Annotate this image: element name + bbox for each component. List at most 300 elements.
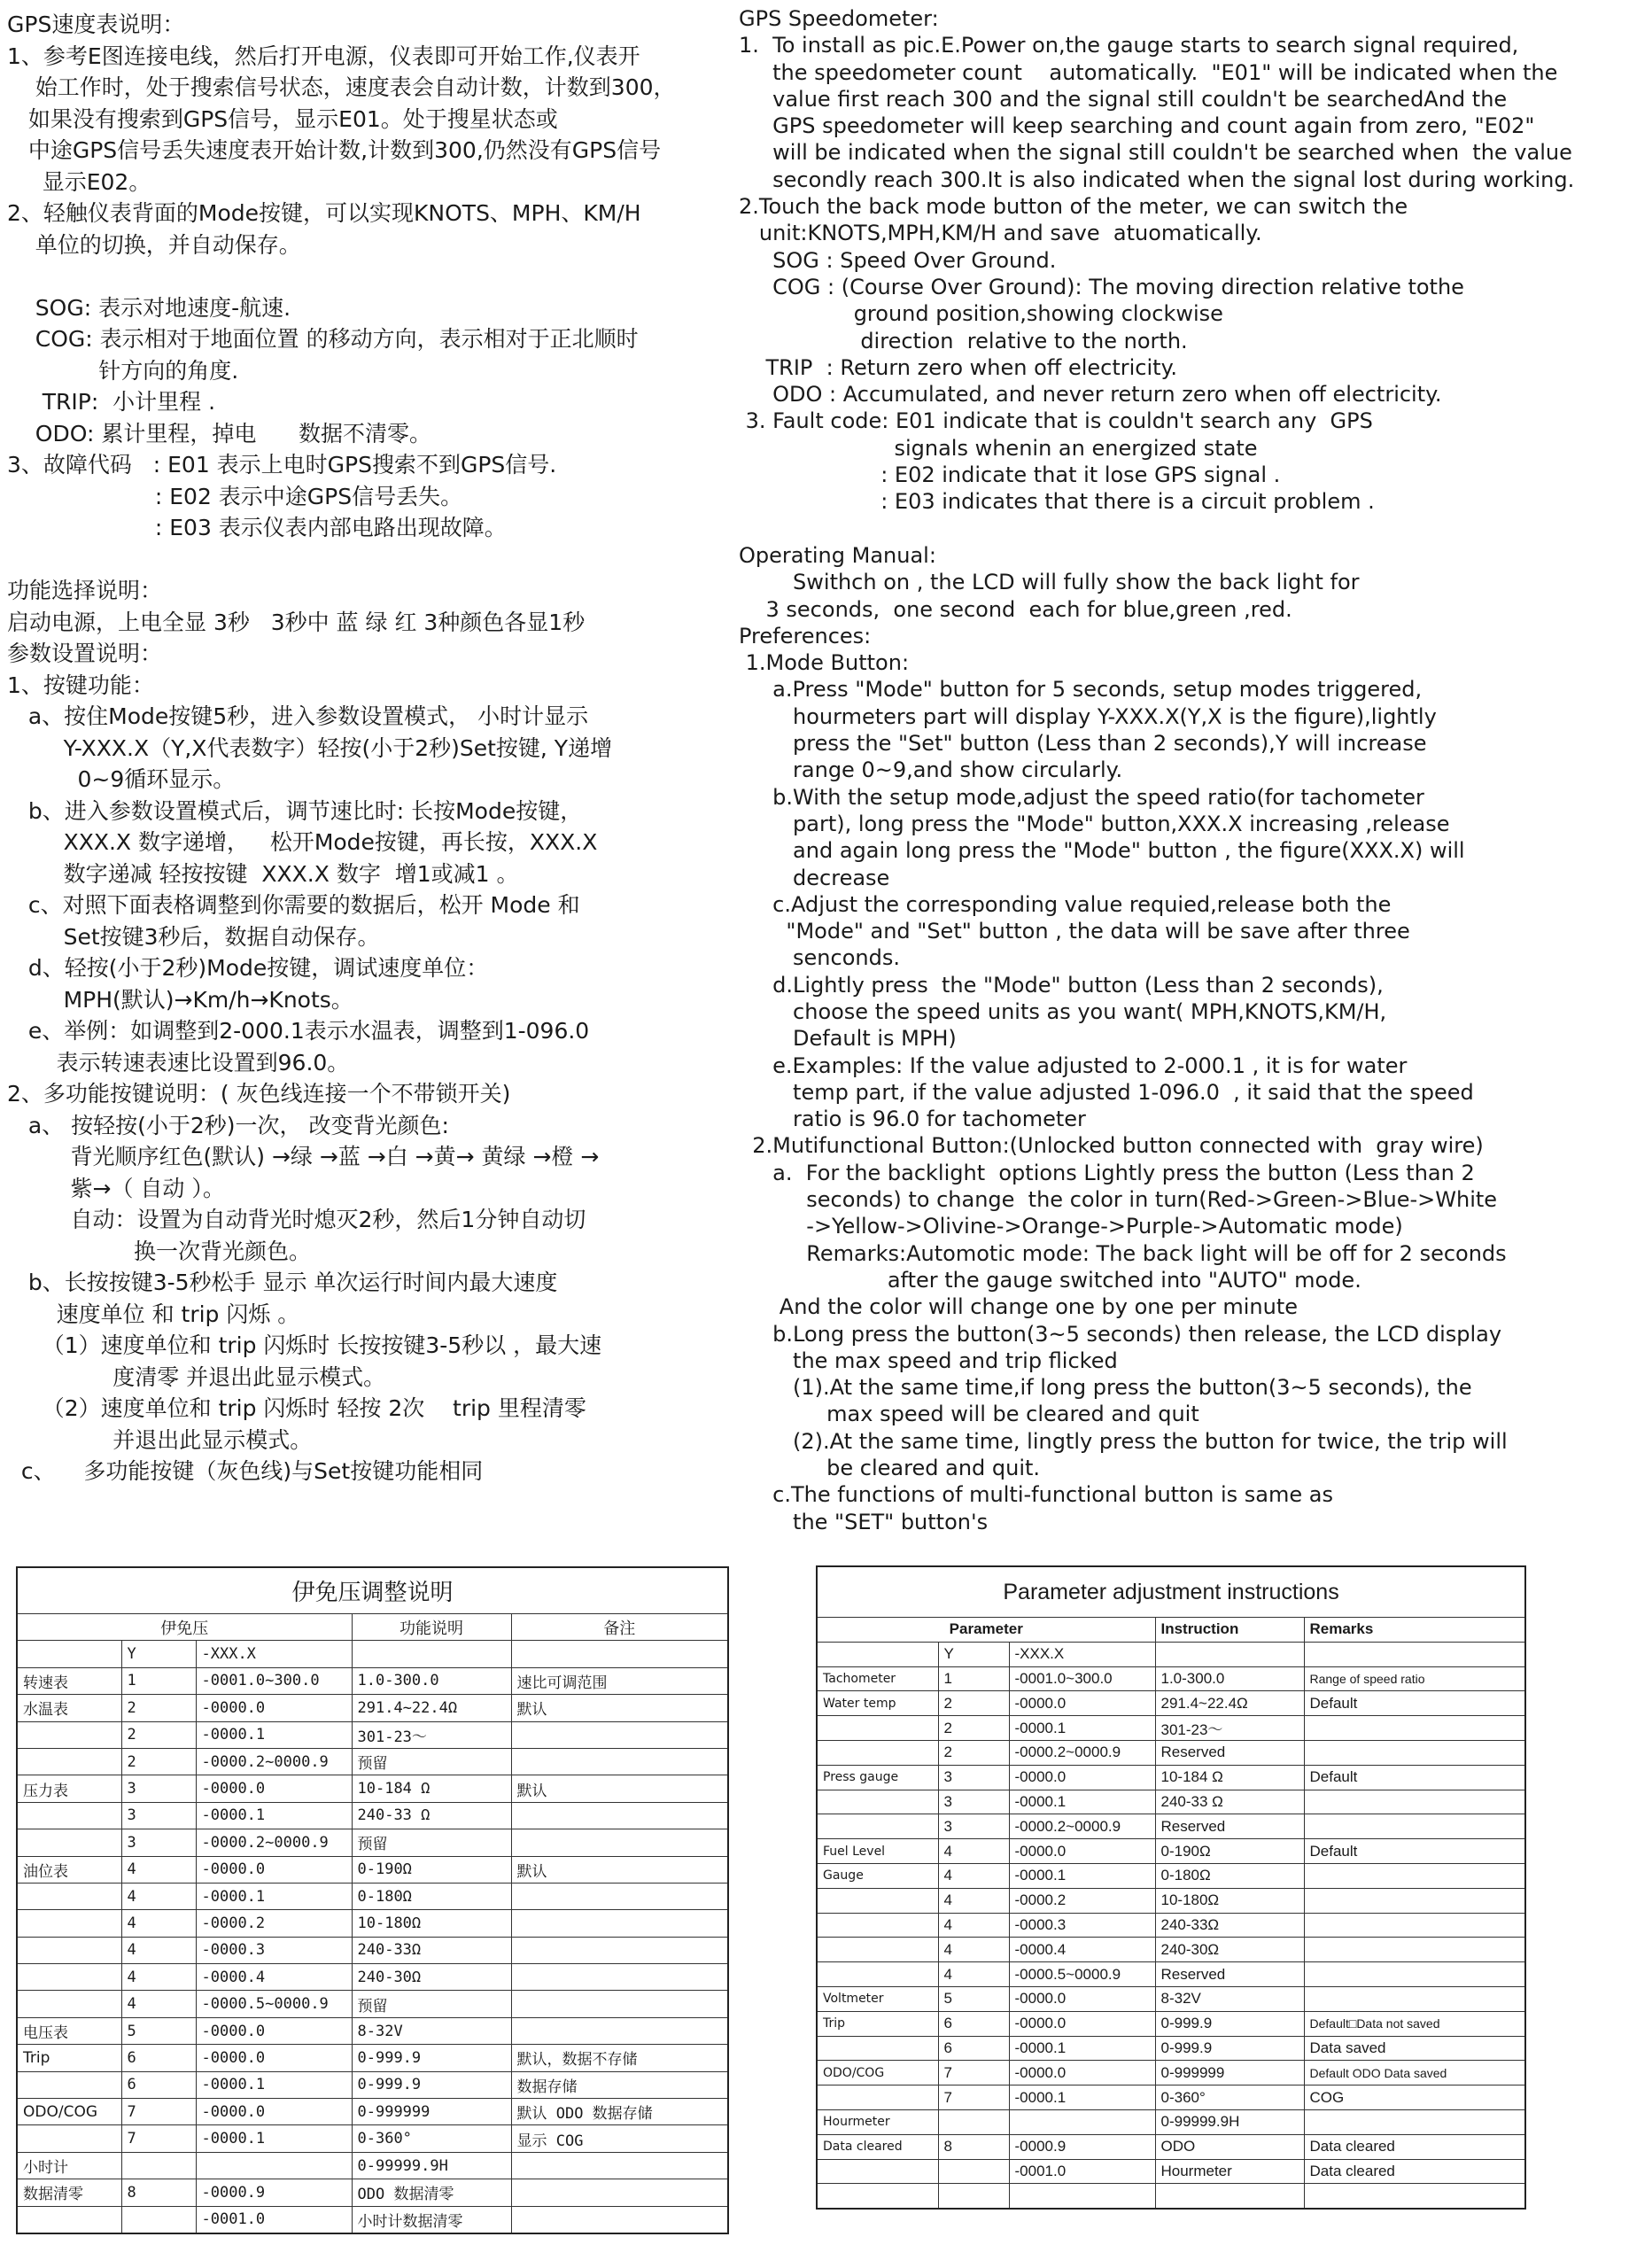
instruction-cell: 0-99999.9H (1155, 2109, 1304, 2134)
category-cell: ODO/COG (817, 2061, 938, 2085)
index-cell: 6 (121, 2071, 196, 2098)
category-cell (817, 1790, 938, 1814)
text-line: 换一次背光颜色。 (7, 1238, 312, 1264)
text-line: c、 多功能按键（灰色线)与Set按键功能相同 (7, 1458, 484, 1484)
code-cell: -XXX.X (1009, 1642, 1155, 1666)
code-cell (1009, 2109, 1155, 2134)
text-line: hourmeters part will display Y-XXX.X(Y,X is the figure),lightly (739, 703, 1437, 729)
text-line: press the "Set" button (Less than 2 seconds),Y will increase (739, 731, 1427, 757)
instruction-cell: 0-999.9 (1155, 2036, 1304, 2061)
category-cell: 转速表 (17, 1667, 121, 1694)
index-cell: Y (121, 1641, 196, 1667)
instruction-cell: 291.4~22.4Ω (1155, 1691, 1304, 1716)
index-cell: 3 (121, 1802, 196, 1829)
remarks-cell: Range of speed ratio (1304, 1666, 1525, 1691)
text-line (7, 260, 787, 292)
code-cell: -0000.4 (1009, 1938, 1155, 1962)
table-row (17, 1775, 728, 1802)
code-cell: -0000.2 (196, 1910, 352, 1937)
text-line: choose the speed units as you want( MPH,KNOTS,KM/H, (739, 998, 1387, 1024)
text-line: b.With the setup mode,adjust the speed ratio(for tachometer (739, 784, 1424, 810)
text-line: Operating Manual: (739, 542, 936, 568)
code-cell: -0000.1 (1009, 2036, 1155, 2061)
remarks-cell (511, 1802, 728, 1829)
index-cell (121, 2152, 196, 2179)
remarks-cell: Data cleared (1304, 2134, 1525, 2159)
remarks-cell: Default (1304, 1691, 1525, 1716)
table-row (17, 2206, 728, 2233)
text-line (739, 516, 1625, 542)
text-line (7, 544, 787, 576)
code-cell: -0001.0 (196, 2206, 352, 2233)
code-cell: -0000.2~0000.9 (196, 1829, 352, 1856)
instruction-cell: 240-33 Ω (1155, 1790, 1304, 1814)
code-cell: -0000.2 (1009, 1888, 1155, 1913)
table-row (17, 1883, 728, 1909)
code-cell: -0000.1 (196, 1721, 352, 1748)
text-line: COG: 表示相对于地面位置 的移动方向，表示相对于正北顺时 (7, 326, 639, 352)
table-row (817, 1839, 1525, 1864)
remarks-cell (511, 1748, 728, 1775)
text-line: secondly reach 300.It is also indicated when the signal lost during working. (739, 167, 1575, 192)
index-cell: 4 (938, 1913, 1009, 1938)
remarks-cell (1304, 1814, 1525, 1839)
text-line: (1).At the same time,if long press the button(3~5 seconds), the (739, 1375, 1472, 1401)
code-cell: -0000.3 (196, 1937, 352, 1963)
text-line: Y-XXX.X（Y,X代表数字）轻按(小于2秒)Set按键, Y递增 (7, 734, 613, 761)
col-header-parameter: Parameter (817, 1618, 1155, 1643)
chinese-parameter-table (16, 1566, 729, 2234)
table-row (17, 1829, 728, 1856)
index-cell (938, 2159, 1009, 2184)
remarks-cell (1304, 1938, 1525, 1962)
remarks-cell: Default□Data not saved (1304, 2011, 1525, 2036)
remarks-cell: 数据存储 (511, 2071, 728, 2098)
category-cell: Press gauge (817, 1765, 938, 1790)
table-row (817, 1962, 1525, 1987)
text-line: SOG: 表示对地速度-航速. (7, 294, 291, 321)
instruction-cell: 预留 (352, 1829, 511, 1856)
category-cell (17, 1937, 121, 1963)
instruction-cell: 10-180Ω (1155, 1888, 1304, 1913)
instruction-cell: ODO (1155, 2134, 1304, 2159)
table-row (817, 2159, 1525, 2184)
text-line: And the color will change one by one per minute (739, 1294, 1299, 1320)
remarks-cell (511, 1937, 728, 1963)
text-line: ratio is 96.0 for tachometer (739, 1107, 1086, 1132)
remarks-cell (511, 2179, 728, 2206)
text-line: the max speed and trip flicked (739, 1348, 1118, 1373)
text-line: Preferences: (739, 623, 872, 649)
col-header-parameter: 伊免压 (17, 1614, 352, 1641)
remarks-cell (511, 1641, 728, 1667)
index-cell: 2 (938, 1691, 1009, 1716)
text-line: seconds) to change the color in turn(Red->Green->Blue->White (739, 1187, 1498, 1213)
text-line: MPH(默认)→Km/h→Knots。 (7, 986, 353, 1013)
instruction-cell (1155, 2184, 1304, 2209)
text-line: （1）速度单位和 trip 闪烁时 长按按键3-5秒以 ，最大速 (7, 1332, 602, 1358)
text-line: value first reach 300 and the signal still couldn't be searchedAnd the (739, 86, 1508, 112)
remarks-cell (1304, 1986, 1525, 2011)
remarks-cell: Default (1304, 1839, 1525, 1864)
index-cell: 4 (121, 1910, 196, 1937)
instruction-cell: 0-180Ω (1155, 1863, 1304, 1888)
table-row (817, 1740, 1525, 1765)
text-line: 紫→（ 自动 ）。 (7, 1175, 225, 1201)
code-cell: -0001.0~300.0 (1009, 1666, 1155, 1691)
code-cell: -0000.9 (196, 2179, 352, 2206)
code-cell (196, 2152, 352, 2179)
category-cell: 水温表 (17, 1695, 121, 1721)
index-cell: Y (938, 1642, 1009, 1666)
instruction-cell: 240-33Ω (1155, 1913, 1304, 1938)
text-line: d、轻按(小于2秒)Mode按键，调试速度单位： (7, 955, 489, 981)
text-line: will be indicated when the signal still couldn't be searched when the value (739, 140, 1572, 166)
index-cell: 3 (938, 1765, 1009, 1790)
code-cell: -0000.5~0000.9 (196, 1991, 352, 2017)
remarks-cell (511, 2017, 728, 2044)
text-line: 背光顺序红色(默认) →绿 →蓝 →白 →黄→ 黄绿 →橙 → (7, 1144, 600, 1169)
text-line: 中途GPS信号丢失速度表开始计数,计数到300,仍然没有GPS信号 (7, 137, 662, 163)
code-cell: -0000.0 (196, 2045, 352, 2071)
instruction-cell (352, 1641, 511, 1667)
text-line: GPS速度表说明： (7, 12, 185, 37)
text-line: b.Long press the button(3~5 seconds) then release, the LCD display (739, 1321, 1502, 1347)
instruction-cell: Reserved (1155, 1962, 1304, 1987)
index-cell: 3 (938, 1790, 1009, 1814)
table-row (817, 1666, 1525, 1691)
text-line: （2）速度单位和 trip 闪烁时 轻按 2次 trip 里程清零 (7, 1395, 586, 1421)
text-line: 2、轻触仪表背面的Mode按键，可以实现KNOTS、MPH、KM/H (7, 200, 641, 226)
text-line: a、按住Mode按键5秒，进入参数设置模式， 小时计显示 (7, 703, 589, 729)
text-line: 如果没有搜索到GPS信号，显示E01。处于搜星状态或 (7, 105, 558, 132)
category-cell (17, 1991, 121, 2017)
text-line: 2、多功能按键说明：( 灰色线连接一个不带锁开关) (7, 1081, 511, 1107)
remarks-cell: Default ODO Data saved (1304, 2061, 1525, 2085)
remarks-cell: 默认 (511, 1695, 728, 1721)
remarks-cell: Data cleared (1304, 2159, 1525, 2184)
text-line: e、举例：如调整到2-000.1表示水温表，调整到1-096.0 (7, 1018, 590, 1044)
text-line: 1、按键功能： (7, 672, 154, 698)
code-cell: -0001.0~300.0 (196, 1667, 352, 1694)
text-line: b、进入参数设置模式后，调节速比时: 长按Mode按键， (7, 797, 583, 824)
text-line: 1. To install as pic.E.Power on,the gauge starts to search signal required, (739, 33, 1519, 58)
category-cell (817, 2184, 938, 2209)
index-cell: 4 (938, 1888, 1009, 1913)
instruction-cell: 0-999.9 (352, 2045, 511, 2071)
instruction-cell: 0-999.9 (352, 2071, 511, 2098)
instruction-cell: ODO 数据清零 (352, 2179, 511, 2206)
text-line: 始工作时，处于搜索信号状态，速度表会自动计数，计数到300， (7, 74, 676, 100)
code-cell: -0000.1 (1009, 1863, 1155, 1888)
category-cell (817, 1814, 938, 1839)
code-cell: -0000.1 (196, 1802, 352, 1829)
index-cell: 5 (121, 2017, 196, 2044)
text-line: the speedometer count automatically. "E01" will be indicated when the (739, 59, 1558, 85)
remarks-cell (1304, 2184, 1525, 2209)
text-line: 数字递减 轻按按键 XXX.X 数字 增1或减1 。 (7, 860, 519, 887)
index-cell: 7 (121, 2099, 196, 2125)
table-row (817, 1642, 1525, 1666)
code-cell: -0000.2~0000.9 (1009, 1814, 1155, 1839)
index-cell: 2 (938, 1740, 1009, 1765)
text-line: c.Adjust the corresponding value requied,release both the (739, 891, 1392, 917)
category-cell (17, 2125, 121, 2152)
instruction-cell: 0-99999.9H (352, 2152, 511, 2179)
text-line: "Mode" and "Set" button , the data will be save after three (739, 919, 1410, 944)
text-line: Remarks:Automotic mode: The back light will be off for 2 seconds (739, 1240, 1507, 1266)
table-row (17, 1748, 728, 1775)
text-line: 功能选择说明： (7, 578, 163, 603)
remarks-cell: Data saved (1304, 2036, 1525, 2061)
col-header-remarks: 备注 (511, 1614, 728, 1641)
remarks-cell (511, 1910, 728, 1937)
instruction-cell: 0-999999 (1155, 2061, 1304, 2085)
text-line: d.Lightly press the "Mode" button (Less than 2 seconds), (739, 972, 1384, 998)
category-cell (817, 1913, 938, 1938)
category-cell: 电压表 (17, 2017, 121, 2044)
index-cell: 4 (121, 1964, 196, 1991)
index-cell (938, 2184, 1009, 2209)
text-line: XXX.X 数字递增， 松开Mode按键，再长按，XXX.X (7, 829, 598, 855)
remarks-cell (1304, 1740, 1525, 1765)
text-line: 单位的切换，并自动保存。 (7, 231, 301, 258)
remarks-cell (1304, 1863, 1525, 1888)
table-row (17, 2017, 728, 2044)
text-line: Default is MPH) (739, 1026, 957, 1052)
index-cell: 7 (121, 2125, 196, 2152)
table-row (17, 2071, 728, 2098)
instruction-cell: 301-23〜 (352, 1721, 511, 1748)
remarks-cell: 默认 (511, 1856, 728, 1883)
table-row (17, 1721, 728, 1748)
text-line: c、对照下面表格调整到你需要的数据后，松开 Mode 和 (7, 892, 580, 918)
remarks-cell (511, 1991, 728, 2017)
text-line: : E02 indicate that it lose GPS signal . (739, 462, 1281, 488)
table-row (817, 1986, 1525, 2011)
table-row (17, 1802, 728, 1829)
category-cell (817, 1888, 938, 1913)
category-cell (17, 1641, 121, 1667)
index-cell: 3 (121, 1775, 196, 1802)
instruction-cell: 10-184 Ω (1155, 1765, 1304, 1790)
instruction-cell: Reserved (1155, 1814, 1304, 1839)
index-cell: 8 (121, 2179, 196, 2206)
instruction-cell: 预留 (352, 1748, 511, 1775)
remarks-cell: 速比可调范围 (511, 1667, 728, 1694)
remarks-cell: COG (1304, 2085, 1525, 2110)
index-cell: 1 (938, 1666, 1009, 1691)
category-cell: 压力表 (17, 1775, 121, 1802)
code-cell: -0000.2~0000.9 (196, 1748, 352, 1775)
category-cell (17, 1802, 121, 1829)
instruction-cell: 301-23〜 (1155, 1716, 1304, 1741)
text-line: 0~9循环显示。 (7, 766, 236, 792)
remarks-cell (511, 1883, 728, 1909)
index-cell: 7 (938, 2061, 1009, 2085)
code-cell: -XXX.X (196, 1641, 352, 1667)
table-row (817, 2109, 1525, 2134)
remarks-cell (1304, 1913, 1525, 1938)
code-cell: -0000.0 (1009, 1765, 1155, 1790)
text-line: 2.Mutifunctional Button:(Unlocked button connected with gray wire) (739, 1133, 1484, 1159)
category-cell (817, 1716, 938, 1741)
category-cell: Voltmeter (817, 1986, 938, 2011)
table-row (817, 2085, 1525, 2110)
text-line: 3 seconds, one second each for blue,green ,red. (739, 596, 1292, 622)
table-row (17, 1910, 728, 1937)
code-cell (1009, 2184, 1155, 2209)
remarks-cell (511, 1829, 728, 1856)
english-instructions (739, 0, 1625, 1535)
text-line: after the gauge switched into "AUTO" mode. (739, 1267, 1361, 1293)
table-row (817, 2061, 1525, 2085)
instruction-cell: 0-360° (352, 2125, 511, 2152)
code-cell: -0000.0 (196, 1695, 352, 1721)
text-line: (2).At the same time, lingtly press the button for twice, the trip will (739, 1428, 1508, 1454)
category-cell: Data cleared (817, 2134, 938, 2159)
code-cell: -0000.2~0000.9 (1009, 1740, 1155, 1765)
table-row (817, 2134, 1525, 2159)
text-line: the "SET" button's (739, 1509, 989, 1534)
code-cell: -0000.1 (196, 2125, 352, 2152)
table-row (17, 1937, 728, 1963)
text-line: a.Press "Mode" button for 5 seconds, setup modes triggered, (739, 677, 1423, 703)
index-cell: 6 (121, 2045, 196, 2071)
code-cell: -0000.3 (1009, 1913, 1155, 1938)
chinese-instructions (7, 0, 787, 1487)
table-row (817, 1716, 1525, 1741)
text-line: decrease (739, 865, 890, 890)
category-cell: 油位表 (17, 1856, 121, 1883)
text-line: TRIP: 小计里程 . (7, 389, 216, 415)
text-line: signals whenin an energized state (739, 435, 1258, 461)
text-line: : E03 indicates that there is a circuit problem . (739, 489, 1375, 515)
remarks-cell (1304, 1962, 1525, 1987)
category-cell (17, 1748, 121, 1775)
text-line: 2.Touch the back mode button of the meter, we can switch the (739, 194, 1408, 220)
code-cell: -0000.0 (196, 2099, 352, 2125)
instruction-cell (1155, 1642, 1304, 1666)
code-cell: -0000.0 (1009, 1986, 1155, 2011)
col-header-instruction: Instruction (1155, 1618, 1304, 1643)
code-cell: -0000.1 (196, 1883, 352, 1909)
index-cell: 5 (938, 1986, 1009, 2011)
text-line: 度清零 并退出此显示模式。 (7, 1363, 386, 1390)
table-row (17, 1641, 728, 1667)
index-cell: 7 (938, 2085, 1009, 2110)
text-line: c.The functions of multi-functional button is same as (739, 1482, 1333, 1508)
index-cell: 1 (121, 1667, 196, 1694)
table-row (817, 2011, 1525, 2036)
instruction-cell: 8-32V (1155, 1986, 1304, 2011)
text-line: 针方向的角度. (7, 357, 239, 384)
text-line: senconds. (739, 945, 900, 971)
code-cell: -0000.4 (196, 1964, 352, 1991)
table-row (17, 2152, 728, 2179)
index-cell: 3 (938, 1814, 1009, 1839)
table-row (817, 1913, 1525, 1938)
table-row (17, 1667, 728, 1694)
category-cell: Fuel Level (817, 1839, 938, 1864)
instruction-cell: 0-180Ω (352, 1883, 511, 1909)
code-cell: -0000.1 (1009, 1716, 1155, 1741)
category-cell: Gauge (817, 1863, 938, 1888)
index-cell: 4 (938, 1962, 1009, 1987)
text-line: 启动电源，上电全显 3秒 3秒中 蓝 绿 红 3种颜色各显1秒 (7, 609, 586, 635)
text-line: 3、故障代码 : E01 表示上电时GPS搜索不到GPS信号. (7, 452, 557, 478)
index-cell: 4 (121, 1856, 196, 1883)
code-cell: -0000.0 (1009, 1691, 1155, 1716)
code-cell: -0000.1 (1009, 2085, 1155, 2110)
index-cell: 4 (121, 1937, 196, 1963)
category-cell (817, 2085, 938, 2110)
code-cell: -0000.1 (1009, 1790, 1155, 1814)
table-row (17, 2099, 728, 2125)
english-parameter-table (816, 1565, 1526, 2210)
index-cell (121, 2206, 196, 2233)
code-cell: -0001.0 (1009, 2159, 1155, 2184)
text-line: direction relative to the north. (739, 328, 1188, 353)
instruction-cell: 0-999999 (352, 2099, 511, 2125)
text-line: 1、参考E图连接电线，然后打开电源，仪表即可开始工作,仪表开 (7, 43, 640, 69)
instruction-cell: 0-360° (1155, 2085, 1304, 2110)
table-row (17, 1964, 728, 1991)
remarks-cell: 显示 COG (511, 2125, 728, 2152)
index-cell: 6 (938, 2036, 1009, 2061)
text-line: Swithch on , the LCD will fully show the back light for (739, 570, 1360, 595)
table-row (17, 1695, 728, 1721)
instruction-cell: 10-180Ω (352, 1910, 511, 1937)
table-row (817, 2184, 1525, 2209)
text-line: ODO: 累计里程，掉电 数据不清零。 (7, 420, 432, 447)
index-cell: 3 (121, 1829, 196, 1856)
table-row (817, 1888, 1525, 1913)
category-cell (17, 1721, 121, 1748)
category-cell (817, 1938, 938, 1962)
text-line: unit:KNOTS,MPH,KM/H and save atuomatically. (739, 221, 1262, 246)
index-cell: 4 (938, 1863, 1009, 1888)
instruction-cell: 291.4~22.4Ω (352, 1695, 511, 1721)
category-cell (17, 1829, 121, 1856)
text-line: ground position,showing clockwise (739, 301, 1223, 327)
text-line: : E02 表示中途GPS信号丢失。 (7, 483, 463, 509)
code-cell: -0000.0 (1009, 2061, 1155, 2085)
text-line: range 0~9,and show circularly. (739, 757, 1123, 783)
instruction-cell: Reserved (1155, 1740, 1304, 1765)
instruction-cell: 240-33Ω (352, 1937, 511, 1963)
text-line: ODO : Accumulated, and never return zero when off electricity. (739, 382, 1442, 408)
index-cell: 2 (121, 1748, 196, 1775)
remarks-cell: 默认 ODO 数据存储 (511, 2099, 728, 2125)
index-cell: 4 (938, 1839, 1009, 1864)
instruction-cell: 0-999.9 (1155, 2011, 1304, 2036)
text-line: SOG : Speed Over Ground. (739, 247, 1057, 273)
category-cell (17, 2206, 121, 2233)
text-line: Set按键3秒后，数据自动保存。 (7, 923, 380, 950)
index-cell: 2 (121, 1721, 196, 1748)
text-line: 并退出此显示模式。 (7, 1426, 313, 1453)
remarks-cell (1304, 1888, 1525, 1913)
index-cell: 4 (938, 1938, 1009, 1962)
table-row (817, 1691, 1525, 1716)
index-cell: 2 (121, 1695, 196, 1721)
code-cell: -0000.0 (196, 2017, 352, 2044)
text-line: 参数设置说明： (7, 641, 163, 666)
index-cell: 2 (938, 1716, 1009, 1741)
index-cell: 4 (121, 1883, 196, 1909)
text-line: GPS Speedometer: (739, 6, 939, 31)
